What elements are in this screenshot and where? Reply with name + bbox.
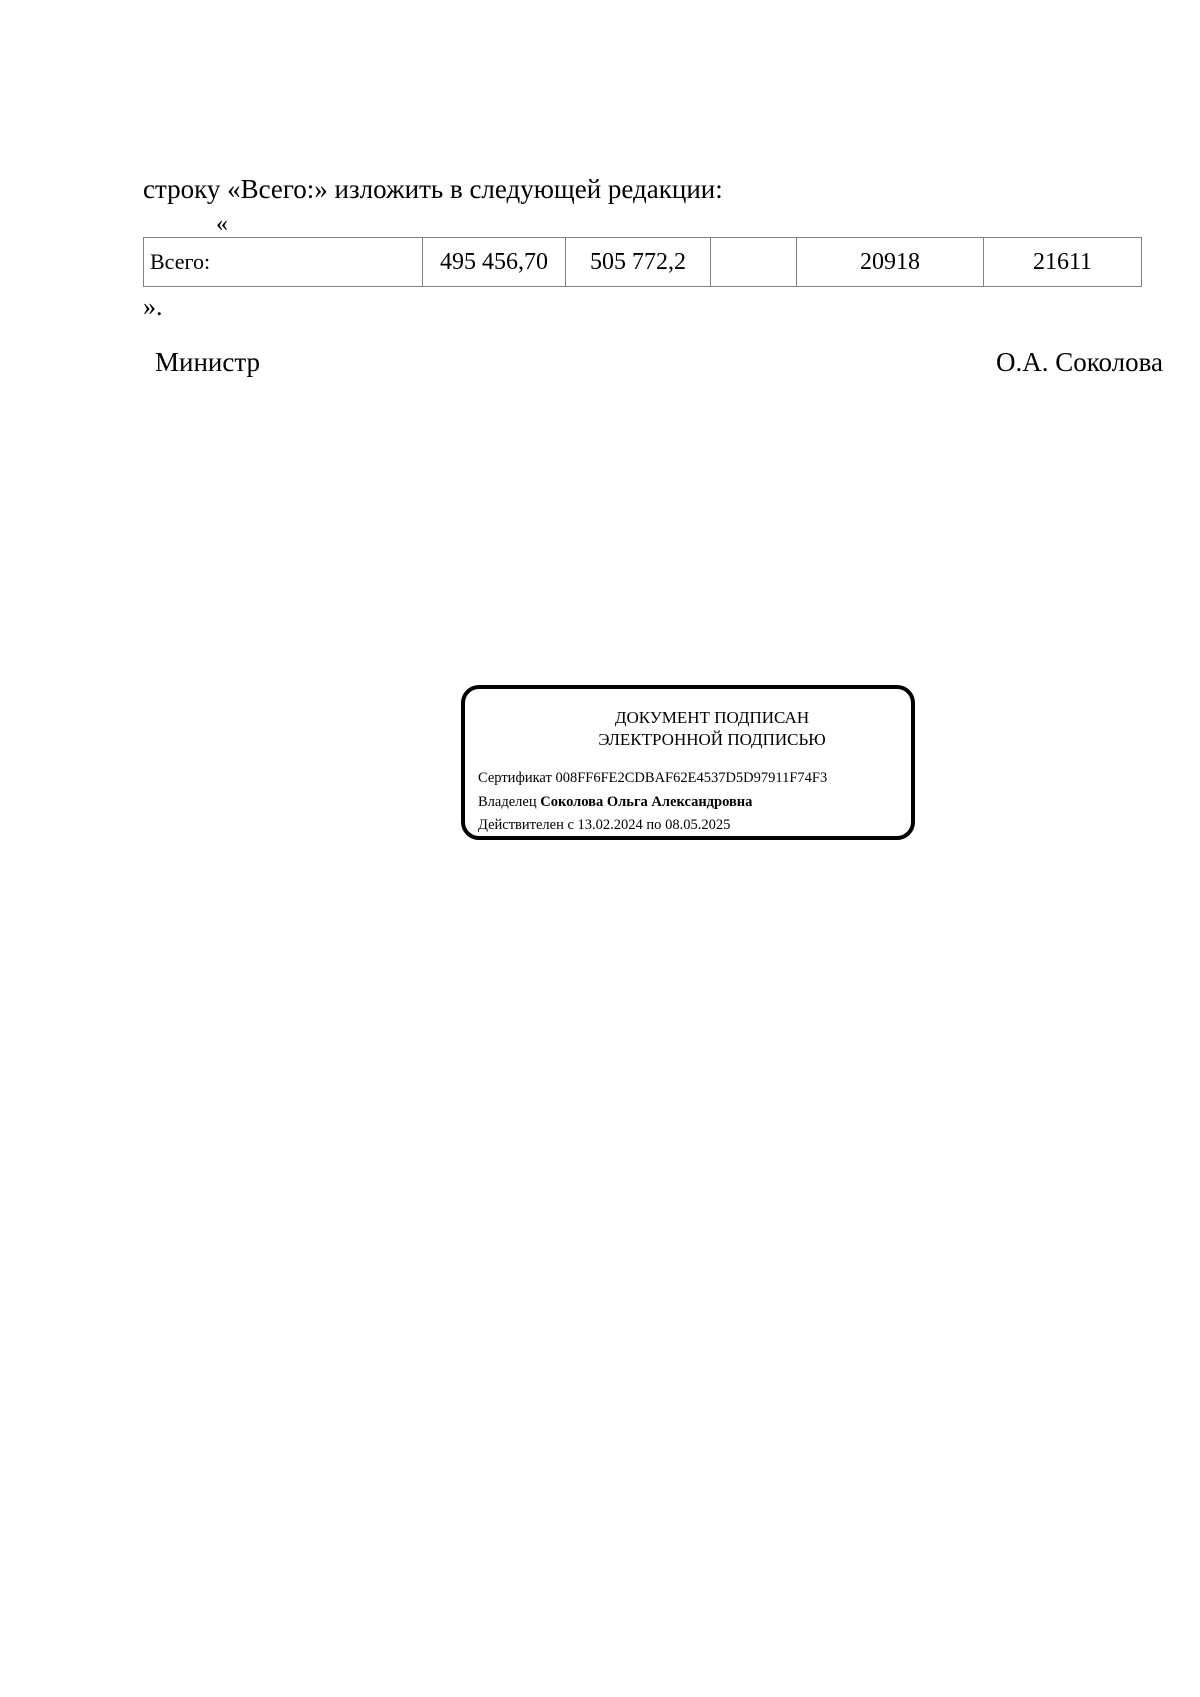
- table-cell: 495 456,70: [423, 238, 566, 287]
- stamp-heading-line: ДОКУМЕНТ ПОДПИСАН: [614, 708, 810, 727]
- closing-quote: ».: [143, 292, 163, 321]
- table-row: [144, 238, 1142, 287]
- stamp-heading-line: ЭЛЕКТРОННОЙ ПОДПИСЬЮ: [598, 730, 826, 749]
- certificate-value: 008FF6FE2CDBAF62E4537D5D97911F74F3: [555, 770, 828, 786]
- valid-label: Действителен: [478, 817, 564, 833]
- valid-to-date: 08.05.2025: [665, 817, 731, 833]
- valid-from-word: с: [567, 817, 574, 833]
- stamp-validity: [478, 816, 730, 834]
- valid-to-word: по: [646, 817, 662, 833]
- owner-value: Соколова Ольга Александровна: [540, 794, 753, 810]
- stamp-owner: [478, 793, 752, 811]
- table-cell: 505 772,2: [566, 238, 711, 287]
- signatory-name: О.А. Соколова: [996, 347, 1163, 377]
- stamp-heading: [465, 707, 911, 751]
- certificate-label: Сертификат: [478, 770, 552, 786]
- signatory-title: Министр: [155, 347, 260, 377]
- owner-label: Владелец: [478, 794, 537, 810]
- stamp-certificate: [478, 769, 827, 787]
- amendment-intro-text: строку «Всего:» изложить в следующей редакции:: [143, 174, 723, 204]
- opening-quote: «: [216, 211, 228, 237]
- table-cell: 20918: [797, 238, 984, 287]
- table-cell: [711, 238, 797, 287]
- table-cell: 21611: [984, 238, 1142, 287]
- valid-from-date: 13.02.2024: [577, 817, 643, 833]
- electronic-signature-stamp: [461, 685, 915, 840]
- totals-table: [143, 237, 1142, 287]
- table-cell-label: Всего:: [144, 238, 423, 287]
